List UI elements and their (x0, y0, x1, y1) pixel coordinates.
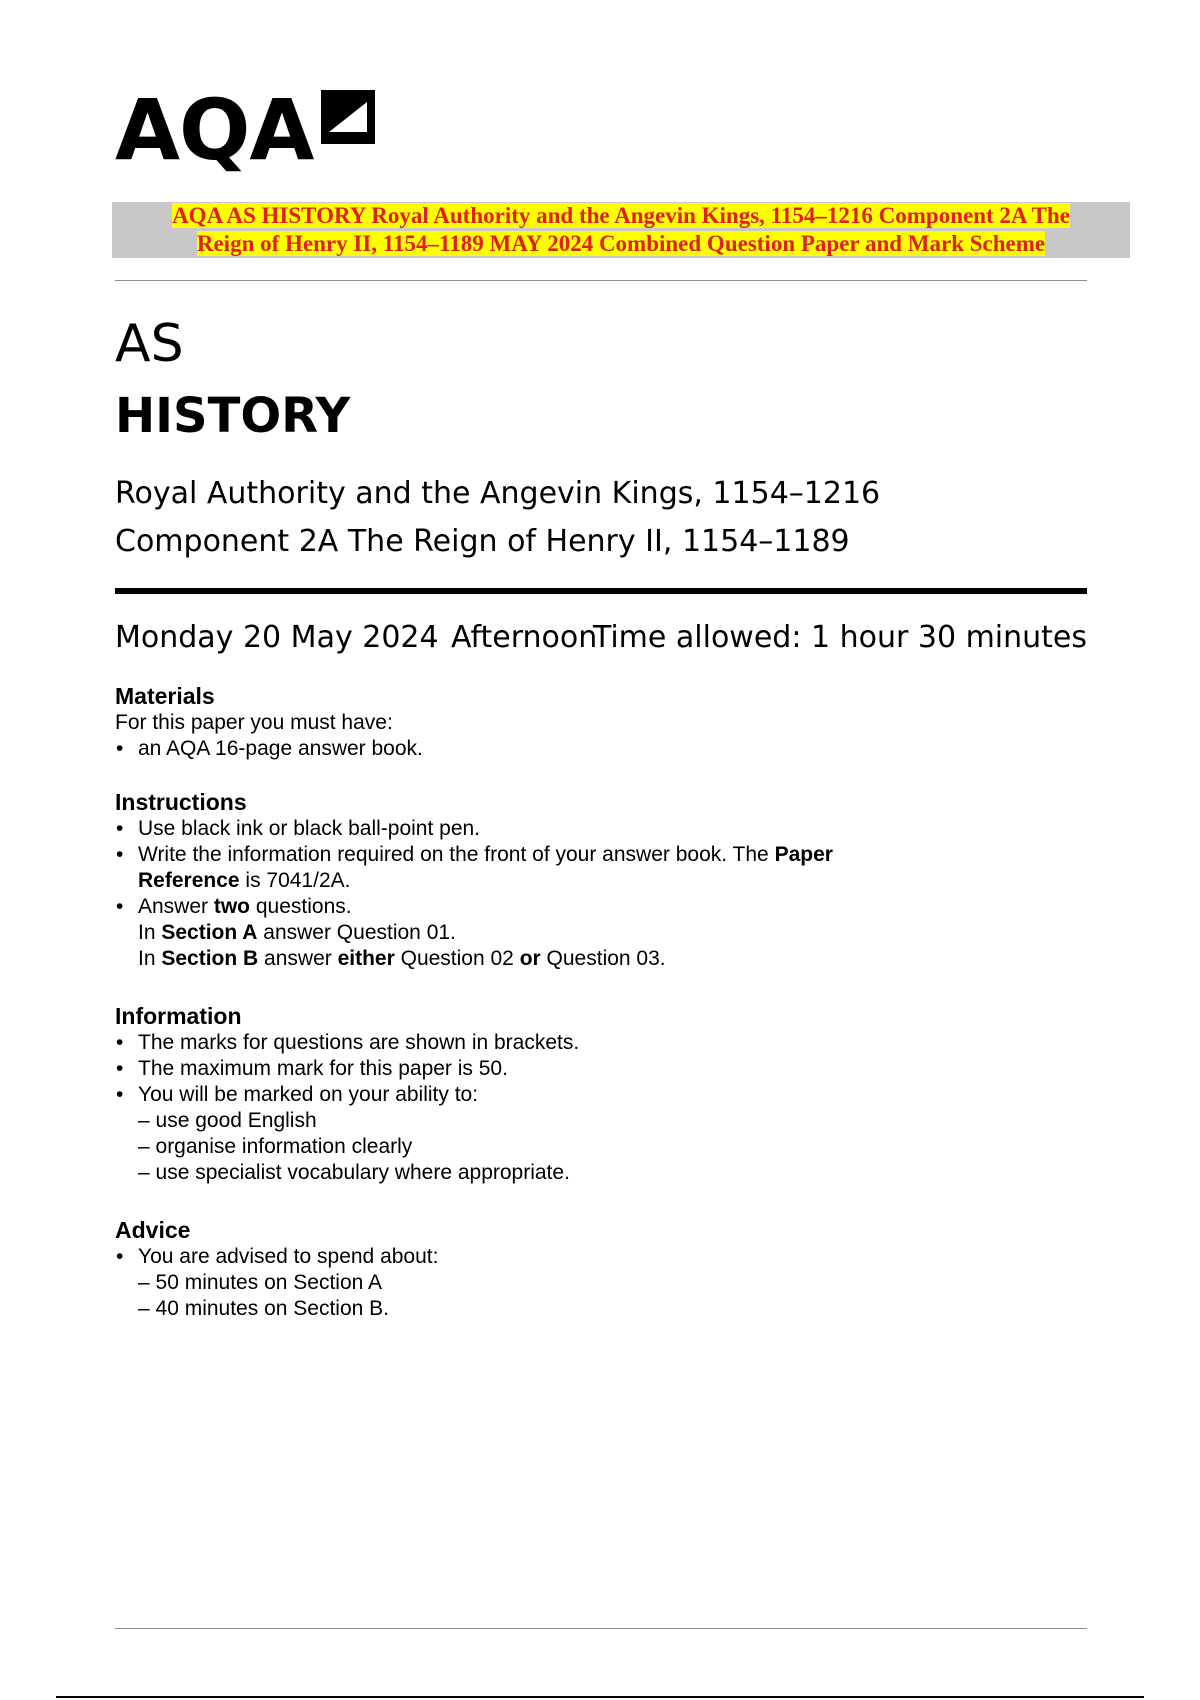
information-heading: Information (115, 1003, 242, 1029)
paper-title-line2: Component 2A The Reign of Henry II, 1154–1189 (115, 524, 850, 559)
exam-date: Monday 20 May 2024 (115, 620, 439, 655)
sub-line: – organise information clearly (138, 1135, 413, 1158)
instructions-section (115, 788, 1087, 972)
aqa-swoosh-icon (319, 88, 377, 146)
banner-text: AQA AS HISTORY Royal Authority and the Angevin Kings, 1154–1216 Component 2A The Reign of Henry II, 1154–1189 MAY 2024 Combined Question Paper and Mark Scheme (172, 203, 1070, 256)
list-item: • Write the information required on the front of your answer book. The Paper Reference is 7041/2A. (115, 842, 1087, 894)
materials-section (115, 682, 1087, 762)
exam-details (115, 616, 1087, 660)
list-item: • an AQA 16-page answer book. (115, 736, 1087, 762)
footer-divider (115, 1628, 1087, 1629)
list-item: • The marks for questions are shown in brackets. (115, 1030, 1087, 1056)
page-bottom-border (56, 1696, 1144, 1698)
sub-line: – use good English (138, 1109, 317, 1132)
header-divider (115, 280, 1087, 281)
information-list (115, 1030, 1087, 1186)
sub-line: In Section A answer Question 01. (138, 921, 456, 944)
materials-list (115, 736, 1087, 762)
list-item: • Use black ink or black ball-point pen. (115, 816, 1087, 842)
instructions-list (115, 816, 1087, 972)
instructions-heading: Instructions (115, 789, 247, 815)
title-banner (112, 202, 1130, 258)
list-item: • The maximum mark for this paper is 50. (115, 1056, 1087, 1082)
sub-line: – use specialist vocabulary where appropriate. (138, 1161, 570, 1184)
list-item: • You will be marked on your ability to: – use good English – organise information clearly – use specialist vocabulary where appropriate. (115, 1082, 1087, 1186)
information-section (115, 1002, 1087, 1186)
logo-text: AQA (115, 81, 314, 179)
materials-intro: For this paper you must have: (115, 711, 393, 734)
subject-title: HISTORY (115, 388, 351, 444)
aqa-logo (115, 81, 377, 179)
advice-section (115, 1216, 1087, 1322)
title-divider (115, 588, 1087, 594)
exam-session: Afternoon (451, 620, 598, 655)
list-item: • You are advised to spend about: – 50 minutes on Section A – 40 minutes on Section B. (115, 1244, 1087, 1322)
advice-list (115, 1244, 1087, 1322)
list-item: • Answer two questions. In Section A answer Question 01. In Section B answer either Question 02 or Question 03. (115, 894, 1087, 972)
qualification-level: AS (115, 314, 184, 374)
time-allowed: Time allowed: 1 hour 30 minutes (592, 620, 1087, 655)
sub-line: – 50 minutes on Section A (138, 1271, 382, 1294)
paper-title-line1: Royal Authority and the Angevin Kings, 1154–1216 (115, 476, 881, 511)
sub-line: – 40 minutes on Section B. (138, 1297, 389, 1320)
sub-line: In Section B answer either Question 02 or Question 03. (138, 947, 666, 970)
advice-heading: Advice (115, 1217, 191, 1243)
materials-heading: Materials (115, 683, 215, 709)
